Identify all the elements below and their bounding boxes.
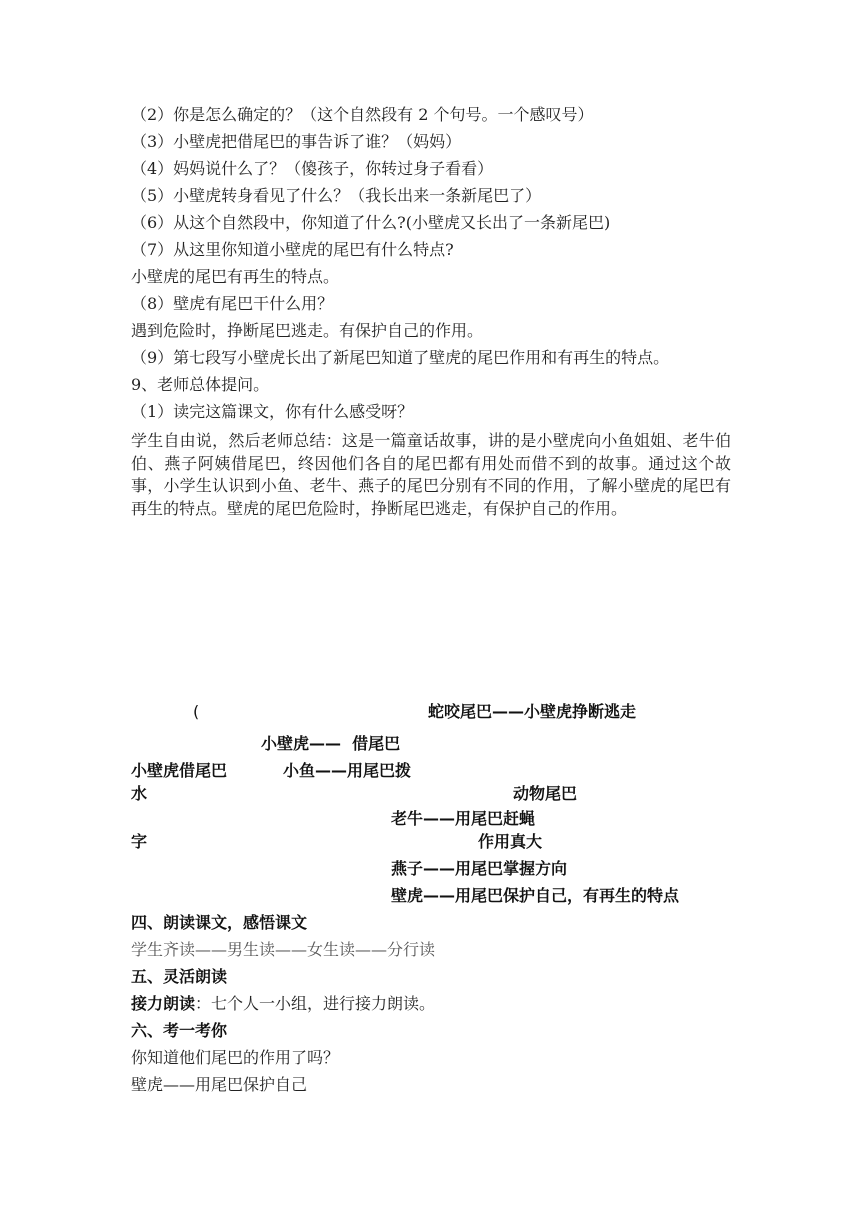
section-4-heading: 四、朗读课文，感悟课文 <box>131 913 308 932</box>
section-6-answer: 壁虎——用尾巴保护自己 <box>131 1075 308 1094</box>
question-line: （4）妈妈说什么了？（傻孩子，你转过身子看看） <box>131 159 494 178</box>
answer-line: 小壁虎的尾巴有再生的特点。 <box>131 267 340 286</box>
board-swallow: 燕子——用尾巴掌握方向 <box>391 859 568 878</box>
relay-reading-text: ：七个人一小组，进行接力朗读。 <box>195 994 436 1013</box>
section-5-heading: 五、灵活朗读 <box>131 967 228 986</box>
summary-paragraph: 学生自由说，然后老师总结：这是一篇童话故事，讲的是小壁虎向小鱼姐姐、老牛伯伯、燕子阿姨借尾巴，终因他们各自的尾巴都有用处而借不到的故事。通过这个故事，小学生认识到小鱼、老牛、燕子的尾巴分别有不同的作用，了解小壁虎的尾巴有再生的特点。壁虎的尾巴危险时，挣断尾巴逃走，有保护自己的作用。 <box>131 431 731 518</box>
board-water: 水 <box>131 784 148 803</box>
board-gecko-protect: 壁虎——用尾巴保护自己，有再生的特点 <box>391 886 680 905</box>
board-title: 小壁虎借尾巴 <box>131 761 228 780</box>
question-line: （6）从这个自然段中，你知道了什么?(小壁虎又长出了一条新尾巴) <box>131 213 611 232</box>
section-6-heading: 六、考一考你 <box>131 1021 228 1040</box>
question-line: （7）从这里你知道小壁虎的尾巴有什么特点? <box>131 240 454 259</box>
section-4-text: 学生齐读——男生读——女生读——分行读 <box>131 940 436 959</box>
board-animal-tail: 动物尾巴 <box>513 784 578 803</box>
question-line: （9）第七段写小壁虎长出了新尾巴知道了壁虎的尾巴作用和有再生的特点。 <box>131 348 670 367</box>
answer-line: 遇到危险时，挣断尾巴逃走。有保护自己的作用。 <box>131 321 484 340</box>
question-line: （8）壁虎有尾巴干什么用？ <box>131 294 334 313</box>
question-line: （5）小壁虎转身看见了什么？（我长出来一条新尾巴了） <box>131 186 542 205</box>
section-6-question: 你知道他们尾巴的作用了吗？ <box>131 1048 340 1067</box>
relay-reading-label: 接力朗读 <box>131 994 196 1013</box>
question-line: （1）读完这篇课文，你有什么感受呀？ <box>131 402 414 421</box>
section-5-line <box>131 994 435 1014</box>
board-ox: 老牛——用尾巴赶蝇 <box>391 809 536 828</box>
board-paren: ( <box>193 702 200 721</box>
board-snake: 蛇咬尾巴——小壁虎挣断逃走 <box>428 702 637 721</box>
board-gecko-borrow: 小壁虎—— 借尾巴 <box>261 734 401 753</box>
question-line: （2）你是怎么确定的？（这个自然段有 2 个句号。一个感叹号） <box>131 105 594 124</box>
step-heading: 9、老师总体提问。 <box>131 375 270 394</box>
board-zi: 字 <box>131 832 148 851</box>
board-fish: 小鱼——用尾巴拨 <box>283 761 412 780</box>
board-use-big: 作用真大 <box>478 832 543 851</box>
question-line: （3）小壁虎把借尾巴的事告诉了谁？（妈妈） <box>131 132 462 151</box>
